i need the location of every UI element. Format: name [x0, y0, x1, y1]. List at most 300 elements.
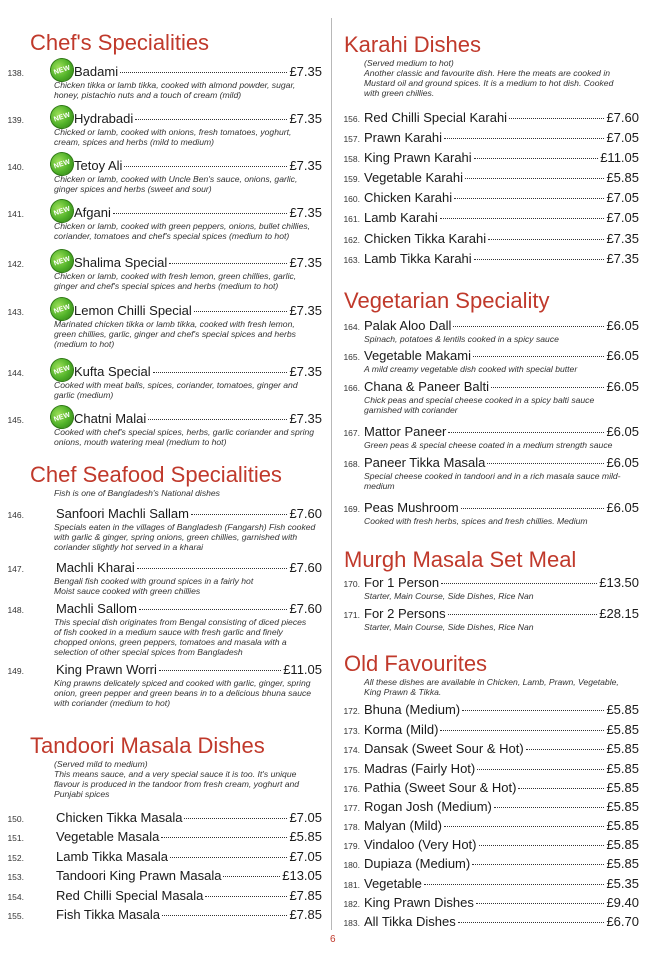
- item-name: Vegetable Makami: [364, 348, 471, 363]
- item-row: [364, 741, 639, 757]
- item-number: 144.: [7, 368, 24, 378]
- item-price: £11.05: [600, 150, 639, 165]
- item-price: £13.05: [282, 868, 322, 883]
- dot-leader: [120, 72, 287, 73]
- item-price: £7.60: [606, 110, 639, 125]
- menu-item: [334, 818, 672, 834]
- menu-item: [334, 876, 672, 892]
- item-row: [364, 130, 639, 146]
- dot-leader: [440, 730, 604, 731]
- item-price: £7.35: [289, 64, 322, 79]
- item-row: [56, 662, 322, 678]
- dot-leader: [474, 259, 605, 260]
- item-name: Machli Kharai: [56, 560, 135, 575]
- item-price: £28.15: [599, 606, 639, 621]
- menu-item: [334, 500, 672, 526]
- item-row: [74, 364, 322, 380]
- item-price: £7.05: [606, 130, 639, 145]
- section-subtitle: with green chillies.: [364, 88, 435, 98]
- item-description: Chicken tikka or lamb tikka, cooked with almond powder, sugar,: [54, 80, 296, 90]
- item-row: [364, 895, 639, 911]
- item-row: [364, 318, 639, 334]
- dot-leader: [458, 922, 605, 923]
- menu-item: [0, 303, 330, 349]
- new-badge-label: NEW: [52, 364, 72, 376]
- section-subtitle: King Prawn & Tikka.: [364, 687, 442, 697]
- item-description: onions, mouth watering meal (medium to hot): [54, 437, 227, 447]
- new-badge-label: NEW: [52, 64, 72, 76]
- item-row: [364, 780, 639, 796]
- item-price: £7.85: [289, 888, 322, 903]
- item-description: cream, spices and herbs (mild to medium): [54, 137, 214, 147]
- item-description: medium: [364, 481, 395, 491]
- item-row: [364, 251, 639, 267]
- item-number: 161.: [343, 214, 360, 224]
- item-description: Chick peas and special cheese cooked in a spicy balti sauce: [364, 395, 595, 405]
- menu-item: [334, 702, 672, 718]
- item-price: £7.35: [289, 111, 322, 126]
- item-row: [74, 411, 322, 427]
- dot-leader: [454, 198, 604, 199]
- dot-leader: [424, 884, 605, 885]
- item-number: 148.: [7, 605, 24, 615]
- item-number: 159.: [343, 174, 360, 184]
- item-description: Spinach, potatoes & lentils cooked in a spicy sauce: [364, 334, 559, 344]
- new-badge-label: NEW: [52, 111, 72, 123]
- item-description: ginger spices and herbs (sweet and sour): [54, 184, 212, 194]
- section-title: Chef's Specialities: [30, 30, 210, 55]
- item-price: £13.50: [599, 575, 639, 590]
- menu-item: [0, 506, 330, 552]
- item-name: Peas Mushroom: [364, 500, 459, 515]
- item-description: Cooked with chef's special spices, herbs, garlic coriander and spring: [54, 427, 315, 437]
- item-description: selection of other special spices from Bangladesh: [54, 647, 243, 657]
- item-name: Shalima Special: [74, 255, 168, 270]
- dot-leader: [194, 311, 288, 312]
- section-title: Old Favourites: [344, 651, 488, 676]
- dot-leader: [488, 239, 604, 240]
- item-number: 169.: [343, 504, 360, 514]
- item-description: ginger and chef's special spices and herbs (medium to hot): [54, 281, 279, 291]
- item-name: Lemon Chilli Special: [74, 303, 192, 318]
- item-row: [364, 799, 639, 815]
- item-description: Moist sauce cooked with green chillies: [54, 586, 201, 596]
- dot-leader: [453, 326, 604, 327]
- item-price: £7.85: [289, 907, 322, 922]
- item-row: [364, 856, 639, 872]
- section-subtitle: (Served mild to medium): [54, 759, 148, 769]
- item-price: £6.05: [606, 379, 639, 394]
- item-price: £7.35: [289, 411, 322, 426]
- dot-leader: [448, 432, 604, 433]
- item-price: £7.05: [606, 190, 639, 205]
- item-description: King prawns delicately spiced and cooked with garlic, ginger, spring: [54, 678, 311, 688]
- dot-leader: [169, 263, 287, 264]
- item-name: Fish Tikka Masala: [56, 907, 161, 922]
- item-price: £6.05: [606, 348, 639, 363]
- dot-leader: [153, 372, 288, 373]
- dot-leader: [472, 864, 604, 865]
- item-number: 139.: [7, 115, 24, 125]
- item-name: Pathia (Sweet Sour & Hot): [364, 780, 517, 795]
- item-name: Dansak (Sweet Sour & Hot): [364, 741, 524, 756]
- dot-leader: [159, 670, 281, 671]
- item-row: [364, 170, 639, 186]
- item-price: £11.05: [283, 662, 322, 677]
- section-subtitle: Another classic and favourite dish. Here the meats are cooked in: [364, 68, 611, 78]
- item-description: green chillies, garlic, ginger and chef's special spices and herbs: [54, 329, 296, 339]
- item-row: [364, 500, 639, 516]
- item-name: Machli Sallom: [56, 601, 137, 616]
- item-row: [74, 158, 322, 174]
- item-row: [56, 829, 322, 845]
- dot-leader: [526, 749, 605, 750]
- new-badge-label: NEW: [52, 255, 72, 267]
- column-divider: [331, 18, 332, 930]
- section-title: Chef Seafood Specialities: [30, 462, 282, 487]
- section-subtitle: flavour is produced in the tandoor from fresh cream, yoghurt and: [54, 779, 300, 789]
- item-name: Hydrabadi: [74, 111, 134, 126]
- item-number: 142.: [7, 259, 24, 269]
- item-number: 179.: [343, 841, 360, 851]
- section-title: Vegetarian Speciality: [344, 288, 550, 313]
- item-number: 155.: [7, 911, 24, 921]
- item-price: £7.05: [606, 210, 639, 225]
- item-description: onion, green pepper and green beans in to a delicious bhuna sauce: [54, 688, 312, 698]
- item-price: £5.85: [606, 799, 639, 814]
- item-name: For 1 Person: [364, 575, 440, 590]
- item-price: £5.85: [606, 856, 639, 871]
- item-description: Special cheese cooked in tandoori and in a rich masala sauce mild-: [364, 471, 621, 481]
- item-name: For 2 Persons: [364, 606, 446, 621]
- dot-leader: [476, 903, 605, 904]
- menu-item: [334, 575, 672, 601]
- item-row: [364, 575, 639, 591]
- menu-item: [334, 231, 672, 247]
- menu-item: [334, 190, 672, 206]
- dot-leader: [124, 166, 287, 167]
- menu-item: [334, 455, 672, 491]
- item-name: Lamb Karahi: [364, 210, 438, 225]
- item-price: £7.35: [606, 231, 639, 246]
- dot-leader: [461, 508, 605, 509]
- item-name: Paneer Tikka Masala: [364, 455, 486, 470]
- item-number: 163.: [343, 255, 360, 265]
- item-number: 153.: [7, 872, 24, 882]
- item-price: £7.35: [289, 158, 322, 173]
- item-number: 149.: [7, 666, 24, 676]
- item-price: £9.40: [606, 895, 639, 910]
- item-number: 172.: [343, 706, 360, 716]
- item-name: All Tikka Dishes: [364, 914, 456, 929]
- item-row: [364, 914, 639, 930]
- menu-item: [334, 424, 672, 450]
- item-row: [364, 150, 639, 166]
- item-description: with coriander (medium to hot): [54, 698, 171, 708]
- item-number: 180.: [343, 860, 360, 870]
- menu-item: [334, 170, 672, 186]
- item-number: 182.: [343, 899, 360, 909]
- item-name: Chicken Karahi: [364, 190, 453, 205]
- section-subtitle: This means sauce, and a very special sauce it is too. It's unique: [54, 769, 297, 779]
- item-number: 150.: [7, 814, 24, 824]
- item-row: [364, 231, 639, 247]
- item-name: King Prawn Karahi: [364, 150, 472, 165]
- item-name: Malyan (Mild): [364, 818, 443, 833]
- section-title: Karahi Dishes: [344, 32, 481, 57]
- dot-leader: [139, 609, 288, 610]
- item-name: Chicken Tikka Masala: [56, 810, 183, 825]
- dot-leader: [223, 876, 280, 877]
- item-description: (medium to hot): [54, 339, 115, 349]
- menu-item: [0, 111, 330, 147]
- dot-leader: [465, 178, 604, 179]
- item-name: Chatni Malai: [74, 411, 147, 426]
- item-row: [56, 506, 322, 522]
- item-name: Dupiaza (Medium): [364, 856, 471, 871]
- menu-item: [0, 255, 330, 291]
- item-price: £7.60: [289, 601, 322, 616]
- item-number: 156.: [343, 114, 360, 124]
- item-number: 147.: [7, 564, 24, 574]
- item-name: Chana & Paneer Balti: [364, 379, 490, 394]
- item-price: £7.35: [289, 303, 322, 318]
- page-number: 6: [330, 934, 336, 945]
- item-number: 168.: [343, 459, 360, 469]
- dot-leader: [205, 896, 287, 897]
- item-name: Prawn Karahi: [364, 130, 443, 145]
- item-row: [364, 348, 639, 364]
- item-description: A mild creamy vegetable dish cooked with special butter: [364, 364, 578, 374]
- item-price: £5.85: [606, 780, 639, 795]
- item-number: 158.: [343, 154, 360, 164]
- item-number: 175.: [343, 765, 360, 775]
- dot-leader: [462, 710, 604, 711]
- dot-leader: [477, 769, 604, 770]
- item-row: [56, 810, 322, 826]
- dot-leader: [184, 818, 287, 819]
- item-name: Vegetable Masala: [56, 829, 160, 844]
- dot-leader: [487, 463, 604, 464]
- item-number: 160.: [343, 194, 360, 204]
- dot-leader: [479, 845, 605, 846]
- item-description: Specials eaten in the villages of Bangladesh (Fangarsh) Fish cooked: [54, 522, 316, 532]
- item-price: £7.05: [289, 810, 322, 825]
- item-price: £5.85: [289, 829, 322, 844]
- item-number: 173.: [343, 726, 360, 736]
- item-number: 143.: [7, 307, 24, 317]
- item-price: £7.35: [289, 364, 322, 379]
- new-badge-label: NEW: [52, 303, 72, 315]
- item-number: 181.: [343, 880, 360, 890]
- dot-leader: [162, 915, 287, 916]
- dot-leader: [473, 356, 605, 357]
- dot-leader: [444, 138, 604, 139]
- menu-item: [0, 907, 330, 923]
- item-row: [74, 303, 322, 319]
- item-price: £6.05: [606, 455, 639, 470]
- menu-item: [334, 110, 672, 126]
- item-row: [56, 868, 322, 884]
- menu-item: [0, 810, 330, 826]
- item-price: £5.35: [606, 876, 639, 891]
- menu-item: [0, 64, 330, 100]
- item-name: Korma (Mild): [364, 722, 439, 737]
- item-description: Chicken or lamb, cooked with Uncle Ben's sauce, onions, garlic,: [54, 174, 298, 184]
- item-row: [364, 110, 639, 126]
- menu-item: [334, 606, 672, 632]
- menu-item: [0, 601, 330, 657]
- dot-leader: [474, 158, 599, 159]
- item-name: Palak Aloo Dall: [364, 318, 452, 333]
- item-description: Starter, Main Course, Side Dishes, Rice Nan: [364, 622, 534, 632]
- item-number: 174.: [343, 745, 360, 755]
- menu-item: [0, 158, 330, 194]
- item-row: [364, 606, 639, 622]
- menu-item: [334, 348, 672, 374]
- item-description: honey, pistachio nuts and a touch of cream (mild): [54, 90, 242, 100]
- item-description: Chicken or lamb, cooked with fresh lemon, green chillies, garlic,: [54, 271, 297, 281]
- dot-leader: [137, 568, 288, 569]
- menu-item: [0, 205, 330, 241]
- item-number: 171.: [343, 610, 360, 620]
- item-number: 152.: [7, 853, 24, 863]
- item-price: £7.60: [289, 560, 322, 575]
- item-row: [364, 455, 639, 471]
- menu-item: [334, 130, 672, 146]
- item-number: 183.: [343, 918, 360, 928]
- section-subtitle: (Served medium to hot): [364, 58, 454, 68]
- menu-item: [334, 914, 672, 930]
- menu-item: [334, 722, 672, 738]
- item-name: Kufta Special: [74, 364, 151, 379]
- dot-leader: [148, 419, 287, 420]
- item-description: garlic (medium): [54, 390, 114, 400]
- section-title: Murgh Masala Set Meal: [344, 547, 577, 572]
- item-price: £6.05: [606, 318, 639, 333]
- item-row: [364, 210, 639, 226]
- menu-item: [0, 364, 330, 400]
- item-number: 166.: [343, 383, 360, 393]
- dot-leader: [444, 826, 604, 827]
- dot-leader: [191, 514, 288, 515]
- item-description: Chicken or lamb, cooked with green peppers, onions, bullet chillies,: [54, 221, 311, 231]
- item-row: [364, 722, 639, 738]
- item-number: 141.: [7, 209, 24, 219]
- item-number: 164.: [343, 322, 360, 332]
- item-description: garnished with coriander: [364, 405, 458, 415]
- item-name: Afgani: [74, 205, 111, 220]
- item-number: 178.: [343, 822, 360, 832]
- item-number: 176.: [343, 784, 360, 794]
- item-description: Green peas & special cheese coated in a medium strength sauce: [364, 440, 613, 450]
- section-title: Tandoori Masala Dishes: [30, 733, 265, 758]
- section-subtitle: Punjabi spices: [54, 789, 110, 799]
- item-row: [56, 560, 322, 576]
- item-name: King Prawn Dishes: [364, 895, 474, 910]
- item-row: [364, 837, 639, 853]
- item-row: [364, 876, 639, 892]
- item-name: Chicken Tikka Karahi: [364, 231, 487, 246]
- dot-leader: [448, 614, 598, 615]
- item-price: £7.05: [289, 849, 322, 864]
- item-name: Tandoori King Prawn Masala: [56, 868, 222, 883]
- menu-item: [334, 210, 672, 226]
- item-row: [364, 761, 639, 777]
- dot-leader: [509, 118, 604, 119]
- item-number: 146.: [7, 510, 24, 520]
- item-name: Rogan Josh (Medium): [364, 799, 492, 814]
- dot-leader: [518, 788, 604, 789]
- item-name: Vegetable Karahi: [364, 170, 464, 185]
- item-description: chopped onions, green peppers, tomatoes and masala with a: [54, 637, 287, 647]
- menu-item: [0, 560, 330, 596]
- item-row: [364, 818, 639, 834]
- item-price: £6.05: [606, 500, 639, 515]
- item-description: Bengali fish cooked with ground spices in a fairly hot: [54, 576, 254, 586]
- item-price: £6.05: [606, 424, 639, 439]
- item-description: Marinated chicken tikka or lamb tikka, cooked with fresh lemon,: [54, 319, 295, 329]
- menu-item: [0, 868, 330, 884]
- dot-leader: [440, 218, 605, 219]
- item-price: £5.85: [606, 702, 639, 717]
- item-row: [56, 849, 322, 865]
- item-price: £7.35: [289, 255, 322, 270]
- menu-item: [334, 837, 672, 853]
- dot-leader: [135, 119, 287, 120]
- item-name: Sanfoori Machli Sallam: [56, 506, 189, 521]
- section-subtitle: Fish is one of Bangladesh's National dishes: [54, 488, 220, 498]
- item-row: [74, 111, 322, 127]
- item-name: King Prawn Worri: [56, 662, 157, 677]
- item-row: [56, 601, 322, 617]
- menu-item: [0, 888, 330, 904]
- item-row: [74, 255, 322, 271]
- item-name: Red Chilli Special Karahi: [364, 110, 508, 125]
- item-number: 170.: [343, 579, 360, 589]
- menu-item: [334, 895, 672, 911]
- item-description: This special dish originates from Bengal consisting of diced pieces: [54, 617, 307, 627]
- item-price: £7.35: [289, 205, 322, 220]
- item-number: 162.: [343, 235, 360, 245]
- item-name: Madras (Fairly Hot): [364, 761, 476, 776]
- item-description: coriander slightly hot served in a kharai: [54, 542, 204, 552]
- item-name: Bhuna (Medium): [364, 702, 461, 717]
- item-price: £5.85: [606, 761, 639, 776]
- item-number: 138.: [7, 68, 24, 78]
- item-description: Cooked with fresh herbs, spices and fresh chillies. Medium: [364, 516, 588, 526]
- item-description: Cooked with meat balls, spices, coriander, tomatoes, ginger and: [54, 380, 298, 390]
- section-subtitle: All these dishes are available in Chicken, Lamb, Prawn, Vegetable,: [364, 677, 619, 687]
- item-description: of fish cooked in a medium sauce with fresh garlic and finely: [54, 627, 283, 637]
- menu-item: [0, 662, 330, 708]
- item-number: 145.: [7, 415, 24, 425]
- menu-item: [0, 849, 330, 865]
- item-price: £7.35: [606, 251, 639, 266]
- menu-item: [0, 829, 330, 845]
- item-name: Lamb Tikka Karahi: [364, 251, 472, 266]
- item-row: [364, 190, 639, 206]
- menu-item: [334, 150, 672, 166]
- dot-leader: [494, 807, 605, 808]
- menu-item: [334, 251, 672, 267]
- menu-item: [334, 318, 672, 344]
- item-row: [364, 702, 639, 718]
- item-row: [74, 205, 322, 221]
- item-name: Red Chilli Special Masala: [56, 888, 204, 903]
- menu-item: [334, 799, 672, 815]
- item-description: Chicked or lamb, cooked with onions, fresh tomatoes, yoghurt,: [54, 127, 292, 137]
